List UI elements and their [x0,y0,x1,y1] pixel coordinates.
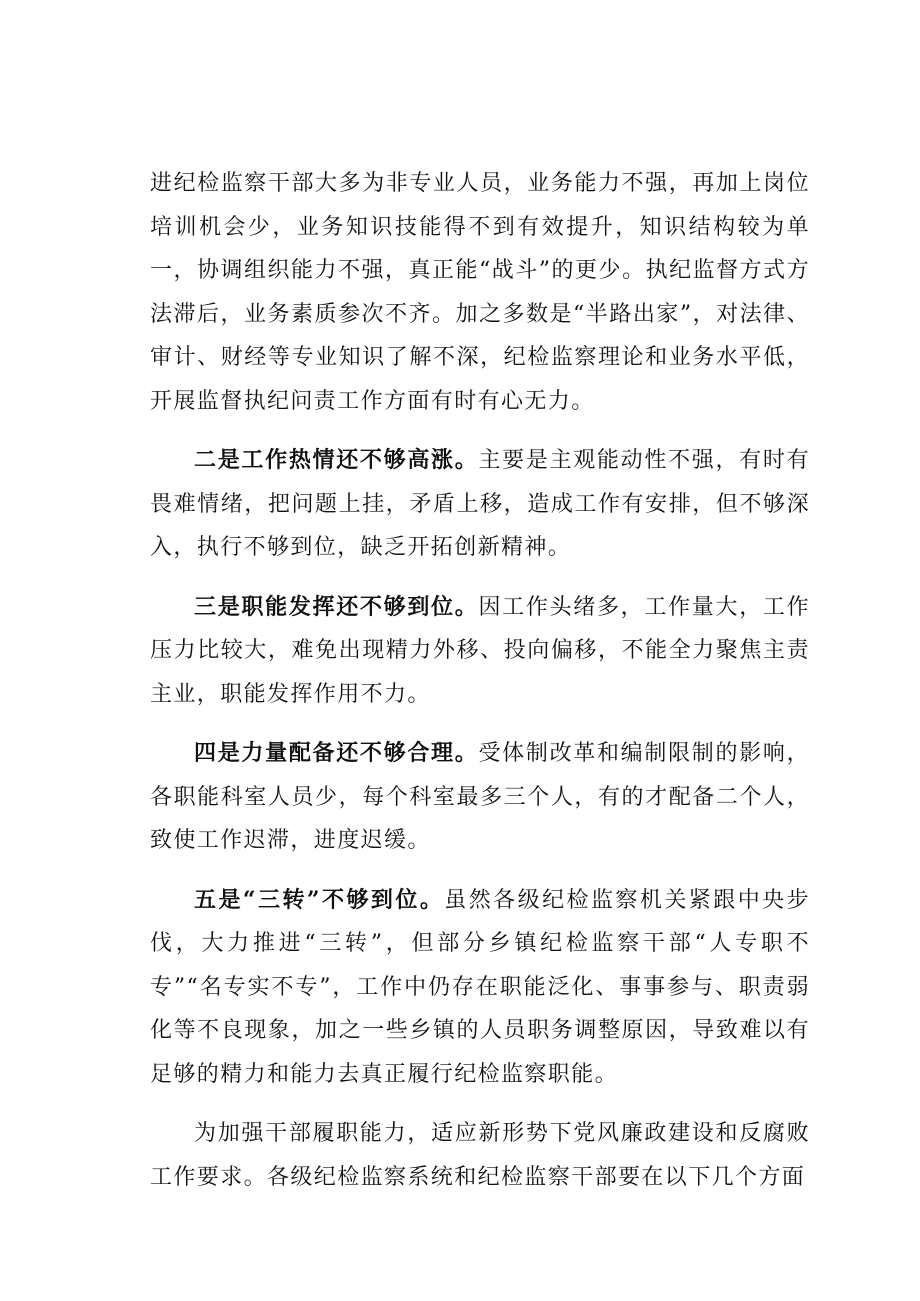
paragraph-2 [150,439,810,570]
paragraph-4-lead: 四是力量配备还不够合理。 [194,740,479,766]
paragraph-6 [150,1112,810,1199]
paragraph-4-text: 受体制改革和编制限制的影响，各职能科室人员少，每个科室最多三个人，有的才配备二个人，致使工作迟滞，进度迟缓。 [150,741,810,853]
paragraph-3 [150,586,810,717]
paragraph-3-lead: 三是职能发挥还不够到位。 [194,593,479,620]
paragraph-2-text: 主要是主观能动性不强，有时有畏难情绪，把问题上挂，矛盾上移，造成工作有安排，但不够深入，执行不够到位，缺乏开拓创新精神。 [150,448,810,560]
paragraph-4 [150,732,810,863]
document-body [150,162,810,1215]
paragraph-1-text: 进纪检监察干部大多为非专业人员，业务能力不强，再加上岗位培训机会少，业务知识技能得不到有效提升，知识结构较为单一，协调组织能力不强，真正能“战斗”的更少。执纪监督方式方法滞后，业务素质参次不齐。加之多数是“半路出家”，对法律、审计、财经等专业知识了解不深，纪检监察理论和业务水平低，开展监督执纪问责工作方面有时有心无力。 [150,171,810,414]
paragraph-3-text: 因工作头绪多，工作量大，工作压力比较大，难免出现精力外移、投向偏移，不能全力聚焦主责主业，职能发挥作用不力。 [150,594,810,707]
paragraph-5-lead: 五是“三转”不够到位。 [194,886,445,913]
paragraph-2-lead: 二是工作热情还不够高涨。 [194,447,479,473]
paragraph-5-text: 虽然各级纪检监察机关紧跟中央步伐，大力推进“三转”，但部分乡镇纪检监察干部“人专职不专”“名专实不专”，工作中仍存在职能泛化、事事参与、职责弱化等不良现象，加之一些乡镇的人员职务调整原因，导致难以有足够的精力和能力去真正履行纪检监察职能。 [150,887,810,1087]
paragraph-5 [150,879,810,1097]
paragraph-1 [150,162,810,423]
paragraph-6-text: 为加强干部履职能力，适应新形势下党风廉政建设和反腐败工作要求。各级纪检监察系统和纪检监察干部要在以下几个方面 [150,1121,810,1190]
